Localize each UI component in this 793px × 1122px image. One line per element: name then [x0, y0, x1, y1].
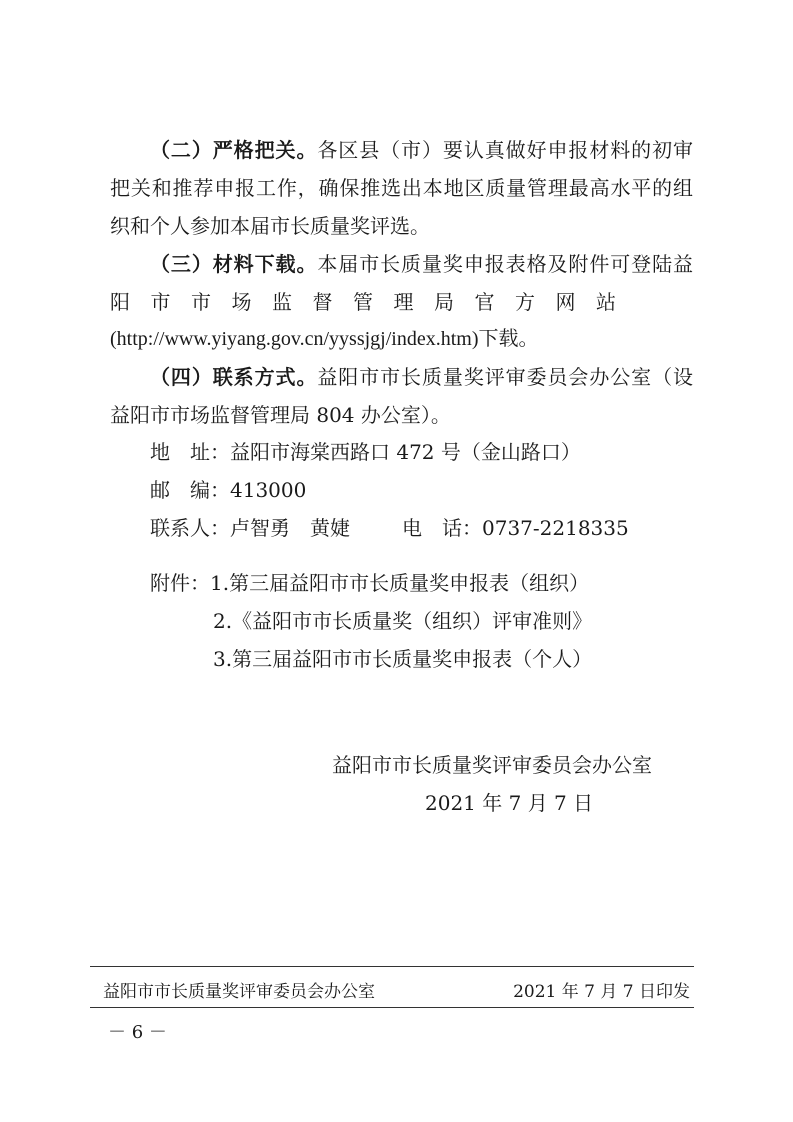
phone-label: 电 话：	[402, 516, 482, 540]
contact-person-label: 联系人：	[150, 516, 230, 540]
section4-text-1: 益阳市市长质量奖评审委员会办公室（设	[317, 365, 694, 389]
section3-heading: （三）材料下载。	[150, 252, 318, 276]
attachments-label: 附件：	[150, 571, 210, 595]
phone-value: 0737-2218335	[482, 516, 629, 540]
postcode-line	[150, 472, 693, 509]
footer-top-rule	[90, 966, 694, 967]
address-line	[150, 434, 693, 471]
attachment-item-1: 1.第三届益阳市市长质量奖申报表（组织）	[210, 571, 590, 595]
contact-person-value: 卢智勇 黄婕	[230, 516, 350, 540]
signature-date: 2021 年 7 月 7 日	[425, 791, 594, 815]
postcode-label: 邮 编：	[150, 478, 230, 502]
contact-person-line	[150, 510, 693, 547]
footer-org: 益阳市市长质量奖评审委员会办公室	[103, 982, 375, 1002]
attachment-item-3: 3.第三届益阳市市长质量奖申报表（个人）	[213, 647, 593, 671]
section3-line1	[150, 246, 693, 283]
section4-heading: （四）联系方式。	[150, 365, 318, 389]
page-number: － 6 －	[108, 1022, 167, 1043]
section3-text-1: 本届市长质量奖申报表格及附件可登陆益	[317, 252, 694, 276]
footer-bottom-rule	[90, 1007, 694, 1008]
section3-line2: 阳市市场监督管理局官方网站	[110, 290, 637, 314]
section3-url-line: (http://www.yiyang.gov.cn/yyssjgj/index.htm)下载。	[110, 328, 539, 350]
signature-org: 益阳市市长质量奖评审委员会办公室	[332, 753, 652, 777]
address-value: 益阳市海棠西路口 472 号（金山路口）	[230, 440, 581, 464]
section2-line3: 织和个人参加本届市长质量奖评选。	[110, 214, 430, 238]
section2-line1	[150, 132, 693, 169]
address-label: 地 址：	[150, 440, 230, 464]
section2-line2: 把关和推荐申报工作，确保推选出本地区质量管理最高水平的组	[110, 176, 693, 200]
section4-line2: 益阳市市场监督管理局 804 办公室）。	[110, 403, 451, 427]
postcode-value: 413000	[230, 478, 307, 502]
section4-line1	[150, 359, 693, 396]
section2-heading: （二）严格把关。	[150, 138, 318, 162]
section2-text-1: 各区县（市）要认真做好申报材料的初审	[317, 138, 694, 162]
footer-date: 2021 年 7 月 7 日印发	[513, 982, 690, 1002]
attachment-line-1	[150, 565, 693, 602]
attachment-item-2: 2.《益阳市市长质量奖（组织）评审准则》	[213, 609, 593, 633]
